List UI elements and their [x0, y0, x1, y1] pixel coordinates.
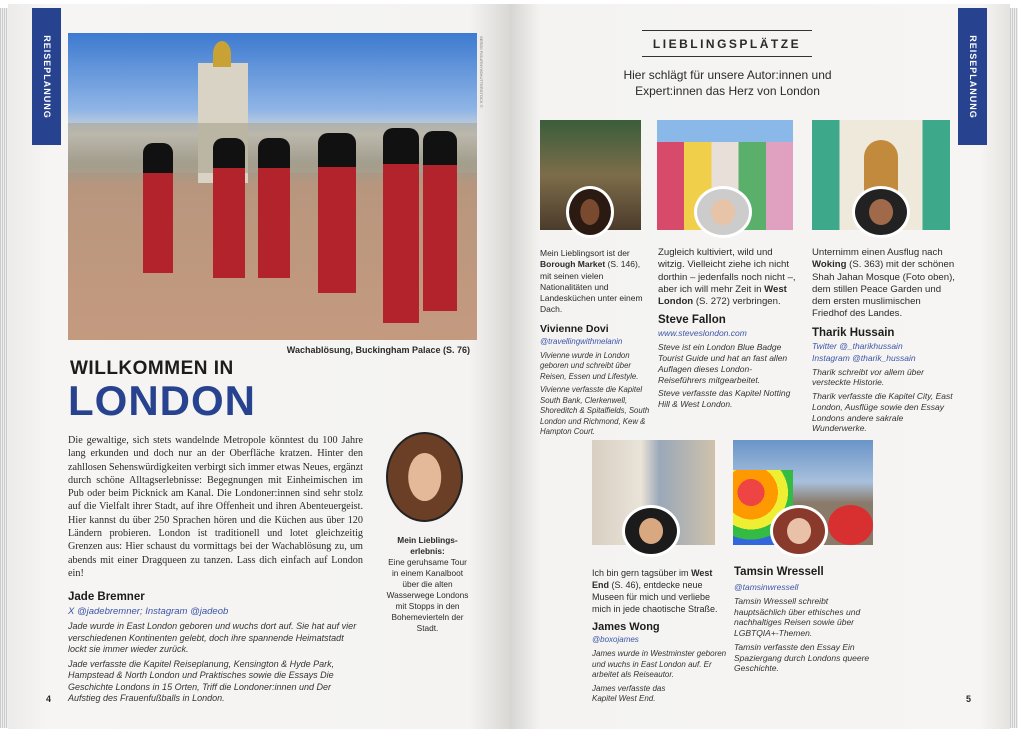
tamsin-portrait — [770, 505, 828, 557]
title-small: WILLKOMMEN IN — [70, 358, 234, 379]
left-text-column — [68, 434, 363, 705]
author-chapters: Jade verfasste die Kapitel Reiseplanung, Kensington & Hyde Park, Hampstead & North London und Praktisches sowie die Essays Die Geschichte Londons in 15 Orten, Triff die Londoner:innen und Der Aufstieg des Frauenfußballs in London. — [68, 658, 335, 704]
author-bio: Steve ist ein London Blue Badge Tourist Guide und hat an fast allen Auflagen dieses London-Reiseführers mitgearbeitet. — [658, 342, 788, 385]
author-name: Vivienne Dovi — [540, 322, 609, 335]
james-quote: Ich bin gern tagsüber im West End (S. 46), entdecke neue Museen für mich und verliebe mich in jede chaotische Straße. — [592, 568, 718, 614]
author-twitter[interactable]: Twitter @_tharikhussain — [812, 340, 903, 351]
author-website[interactable]: www.steveslondon.com — [658, 328, 747, 339]
author-instagram[interactable]: Instagram @tharik_hussain — [812, 352, 916, 363]
section-tab-right — [958, 8, 987, 145]
steve-portrait — [694, 186, 752, 238]
photo-caption: Wachablösung, Buckingham Palace (S. 76) — [286, 345, 470, 355]
author-chapters: Vivienne verfasste die Kapitel South Bank, Clerkenwell, Shoreditch & Spitalfields, South London und Richmond, Kew & Hampton Court. — [540, 385, 650, 437]
author-name: Jade Bremner — [68, 591, 145, 604]
divider — [642, 30, 812, 31]
author-name: James Wong — [592, 621, 660, 633]
section-tab-label: REISEPLANUNG — [967, 34, 978, 119]
author-bio: Vivienne wurde in London geboren und schreibt über Reisen, Essen und Lifestyle. — [540, 350, 639, 381]
author-name: Tamsin Wressell — [734, 566, 824, 578]
author-chapters: Tamsin verfasste den Essay Ein Spaziergang durch Londons queere Geschichte. — [734, 641, 870, 674]
vivienne-quote: Mein Lieblingsort ist der Borough Market (S. 146), mit seinen vielen Nationalitäten und Landesküchen unter einem Dach. — [540, 248, 643, 315]
section-tab-left — [32, 8, 61, 145]
favorite-heading: Mein Lieblings-erlebnis: — [397, 535, 458, 556]
page-title: LONDON — [68, 377, 256, 424]
author-name: Steve Fallon — [658, 314, 726, 327]
section-subtitle: Hier schlägt für unsere Autor:innen und Expert:innen das Herz von London — [623, 68, 832, 98]
author-bio: Jade wurde in East London geboren und wuchs dort auf. Sie hat auf vier verschiedenen Kontinenten gelebt, doch ihre spannende Heimatstadt lockt sie immer wieder zurück. — [68, 621, 357, 655]
favorite-text: Eine geruhsame Tour in einem Kanalboot über die alten Wasserwege Londons mit Stopps in den Bohemevierteln der Stadt. — [386, 557, 469, 633]
divider — [642, 56, 812, 57]
author-handle[interactable]: @travellingwithmelanin — [540, 336, 623, 346]
section-tab-label: REISEPLANUNG — [41, 34, 52, 119]
author-handle[interactable]: @tamsinwressell — [734, 582, 799, 592]
book-edge-right — [1010, 8, 1018, 728]
steve-quote: Zugleich kultiviert, wild und witzig. Vielleicht ziehe ich nicht dorthin – jedenfalls noch nicht –, aber ich will mehr Zeit in West London (S. 272) verbringen. — [658, 247, 796, 308]
jade-portrait — [386, 432, 463, 522]
intro-text: Die gewaltige, sich stets wandelnde Metropole könntest du 100 Jahre lang erkunden und doch nur an der Oberfläche kratzen. Hinter den zahllosen Sehenswürdigkeiten verbirgt sich immer etwas Neues, ergänzt durch schöne Alltagserlebnisse: Begegnungen mit Einheimischen im Pub oder beim Picknick am Kanal. Die Londoner:innen sind sehr stolz auf die Vielfalt ihrer Stadt, auf ihre Offenheit und ihren Abenteuergeist. Hier kannst du über 250 Sprachen hören und die Küchen aus über 120 Ländern probieren. London ist traditionell und lotet gleichzeitig Grenzen aus: Hier schaust du vormittags bei der Wachablösung zu, um abends mit einer Dragqueen zu tanzen. Lass dich einfach auf London ein! — [68, 435, 363, 579]
author-handle[interactable]: @boxojames — [592, 635, 639, 644]
page-number-left: 4 — [46, 694, 52, 704]
page-number-right: 5 — [966, 694, 972, 704]
author-handle[interactable]: X @jadebremner; Instagram @jadeob — [68, 606, 229, 618]
tharik-portrait — [852, 186, 910, 238]
vivienne-portrait — [566, 186, 614, 238]
author-bio: James wurde in Westminster geboren und wuchs in East London auf. Er arbeitet als Reiseautor. — [592, 649, 727, 679]
james-portrait — [622, 505, 680, 557]
author-block — [68, 590, 358, 705]
guards-photo — [68, 33, 477, 340]
section-heading: LIEBLINGSPLÄTZE — [652, 37, 802, 51]
author-chapters: Tharik verfasste die Kapitel City, East London, Ausflüge sowie den Essay Londons andere sakrale Wunderwerke. — [812, 391, 953, 434]
author-bio: Tamsin Wressell schreibt hauptsächlich über ethisches und nachhaltiges Reisen sowie über LGBTQIA+-Themen. — [734, 596, 861, 639]
photo-credit: SERGII FIGURNYI/SHUTTERSTOCK © — [479, 36, 484, 108]
tharik-quote: Unternimm einen Ausflug nach Woking (S. 363) mit der schönen Shah Jahan Mosque (Foto oben), dem stillen Peace Garden und dem ersten muslimischen Friedhof des Landes. — [812, 247, 955, 320]
book-edge-left — [0, 8, 8, 728]
author-chapters: James verfasste das Kapitel West End. — [592, 683, 666, 703]
author-chapters: Steve verfasste das Kapitel Notting Hill & West London. — [658, 388, 791, 409]
author-bio: Tharik schreibt vor allem über versteckte Historie. — [812, 366, 924, 388]
author-name: Tharik Hussain — [812, 326, 895, 339]
